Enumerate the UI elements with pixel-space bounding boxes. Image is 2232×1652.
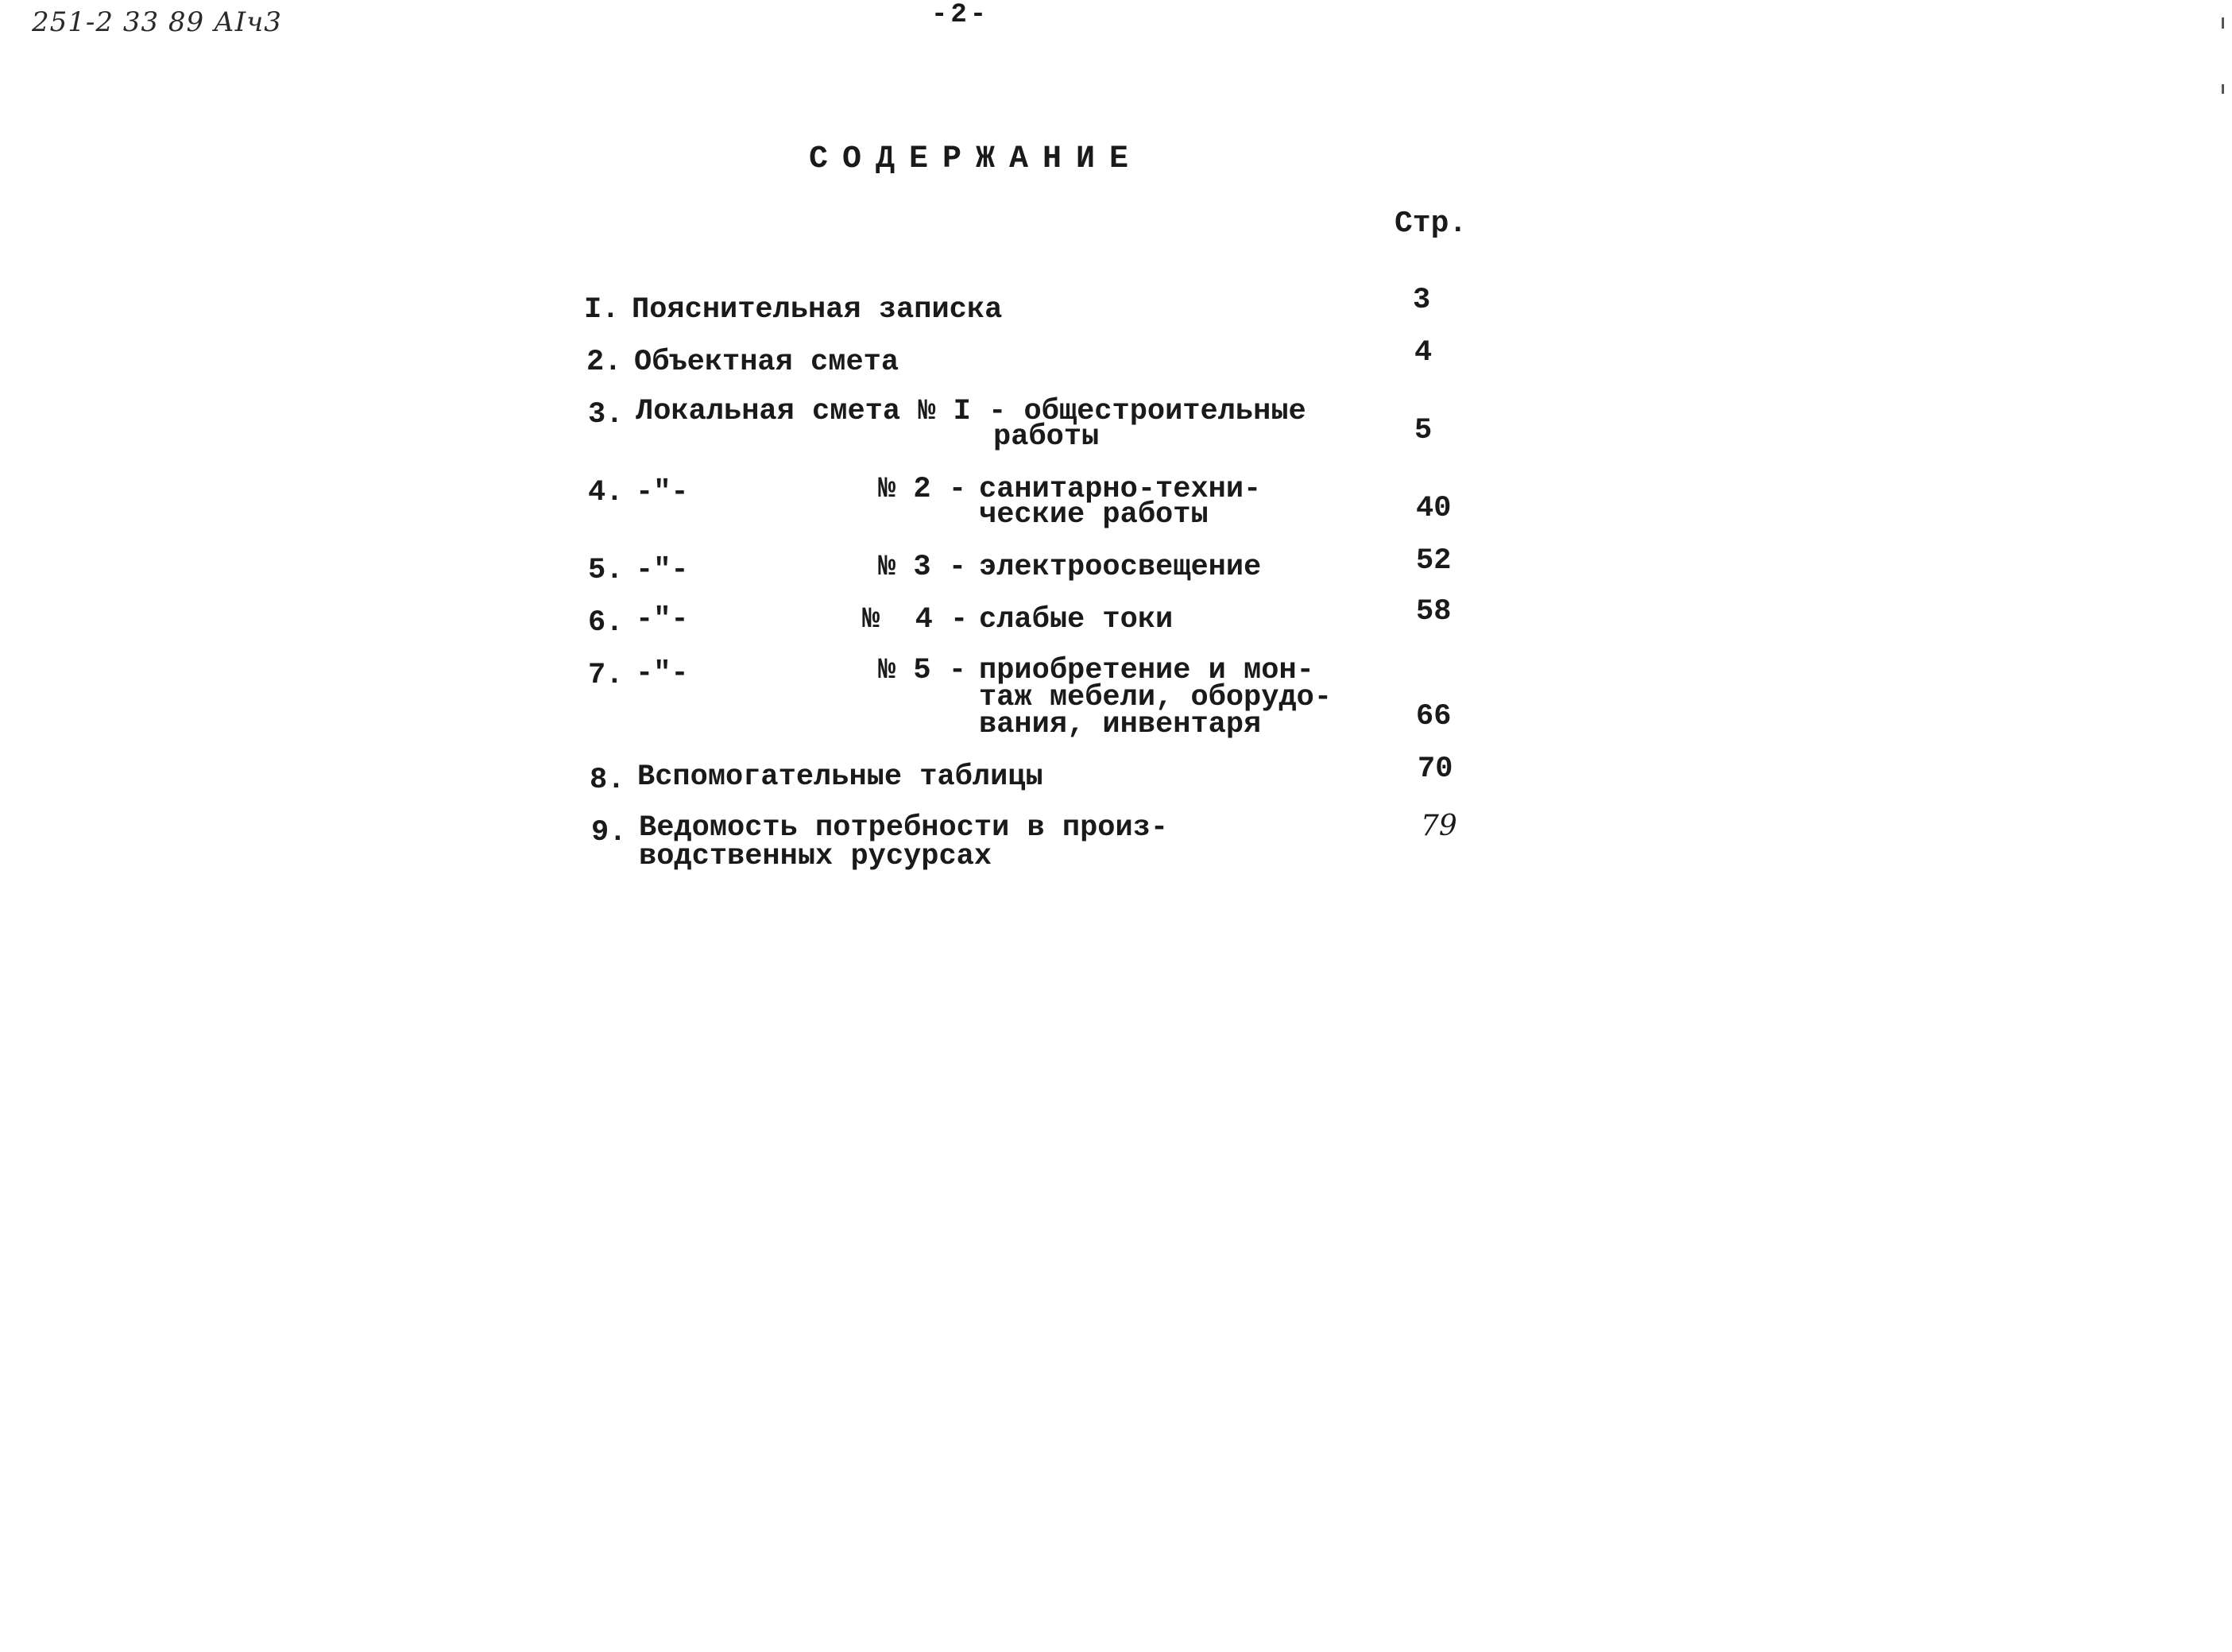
- toc-entry-text-continued: вания, инвентаря: [979, 708, 1262, 741]
- page-title: СОДЕРЖАНИЕ: [809, 141, 1143, 177]
- toc-entry-page: 79: [1421, 810, 1457, 842]
- toc-entry-text: Вспомогательные таблицы: [637, 760, 1043, 794]
- toc-entry-number: 7.: [588, 659, 624, 692]
- toc-entry-page: 40: [1416, 492, 1452, 525]
- toc-entry-ditto: -"-: [636, 603, 689, 636]
- toc-entry-estimate-number: № 2 -: [878, 473, 967, 506]
- toc-entry-page: 66: [1416, 700, 1452, 733]
- toc-entry-ditto: -"-: [636, 476, 689, 509]
- toc-entry-ditto: -"-: [636, 657, 689, 691]
- toc-entry-estimate-number: № 5 -: [878, 654, 967, 687]
- toc-entry-text-continued: таж мебели, оборудо-: [979, 681, 1333, 714]
- toc-entry-number: 2.: [586, 346, 622, 379]
- toc-entry-estimate-number: № 3 -: [878, 551, 967, 584]
- page-number: -2-: [931, 0, 990, 30]
- toc-entry-page: 3: [1413, 284, 1431, 317]
- toc-entry-number: 3.: [588, 398, 624, 431]
- toc-entry-number: I.: [584, 293, 620, 327]
- toc-entry-text-continued: работы: [993, 420, 1100, 454]
- toc-entry-text: приобретение и мон-: [979, 654, 1314, 687]
- toc-entry-text: санитарно-техни-: [979, 473, 1262, 506]
- toc-entry-text: Локальная смета № I - общестроительные: [636, 395, 1306, 428]
- toc-entry-number: 5.: [588, 554, 624, 587]
- toc-entry-page: 70: [1418, 752, 1453, 786]
- page-column-header: Стр.: [1395, 207, 1468, 241]
- edge-mark: [2222, 17, 2224, 29]
- toc-entry-estimate-number: № 4 -: [862, 603, 969, 636]
- toc-entry-page: 52: [1416, 544, 1452, 578]
- toc-entry-text: Пояснительная записка: [632, 293, 1003, 327]
- toc-entry-number: 4.: [588, 476, 624, 509]
- toc-entry-page: 5: [1414, 414, 1433, 447]
- toc-entry-text-continued: водственных русурсах: [639, 840, 992, 873]
- toc-entry-text-continued: ческие работы: [979, 498, 1209, 532]
- edge-mark: [2222, 84, 2224, 94]
- toc-entry-text: слабые токи: [979, 603, 1174, 636]
- toc-entry-number: 9.: [591, 816, 627, 849]
- toc-entry-page: 4: [1414, 336, 1433, 369]
- toc-entry-text: Объектная смета: [634, 346, 899, 379]
- toc-entry-text: Ведомость потребности в произ-: [639, 811, 1169, 845]
- toc-entry-ditto: -"-: [636, 554, 689, 587]
- toc-entry-text: электроосвещение: [979, 551, 1262, 584]
- toc-entry-number: 8.: [590, 764, 625, 797]
- toc-entry-page: 58: [1416, 595, 1452, 629]
- document-code: 251-2 33 89 АIч3: [32, 6, 282, 38]
- toc-entry-number: 6.: [588, 606, 624, 640]
